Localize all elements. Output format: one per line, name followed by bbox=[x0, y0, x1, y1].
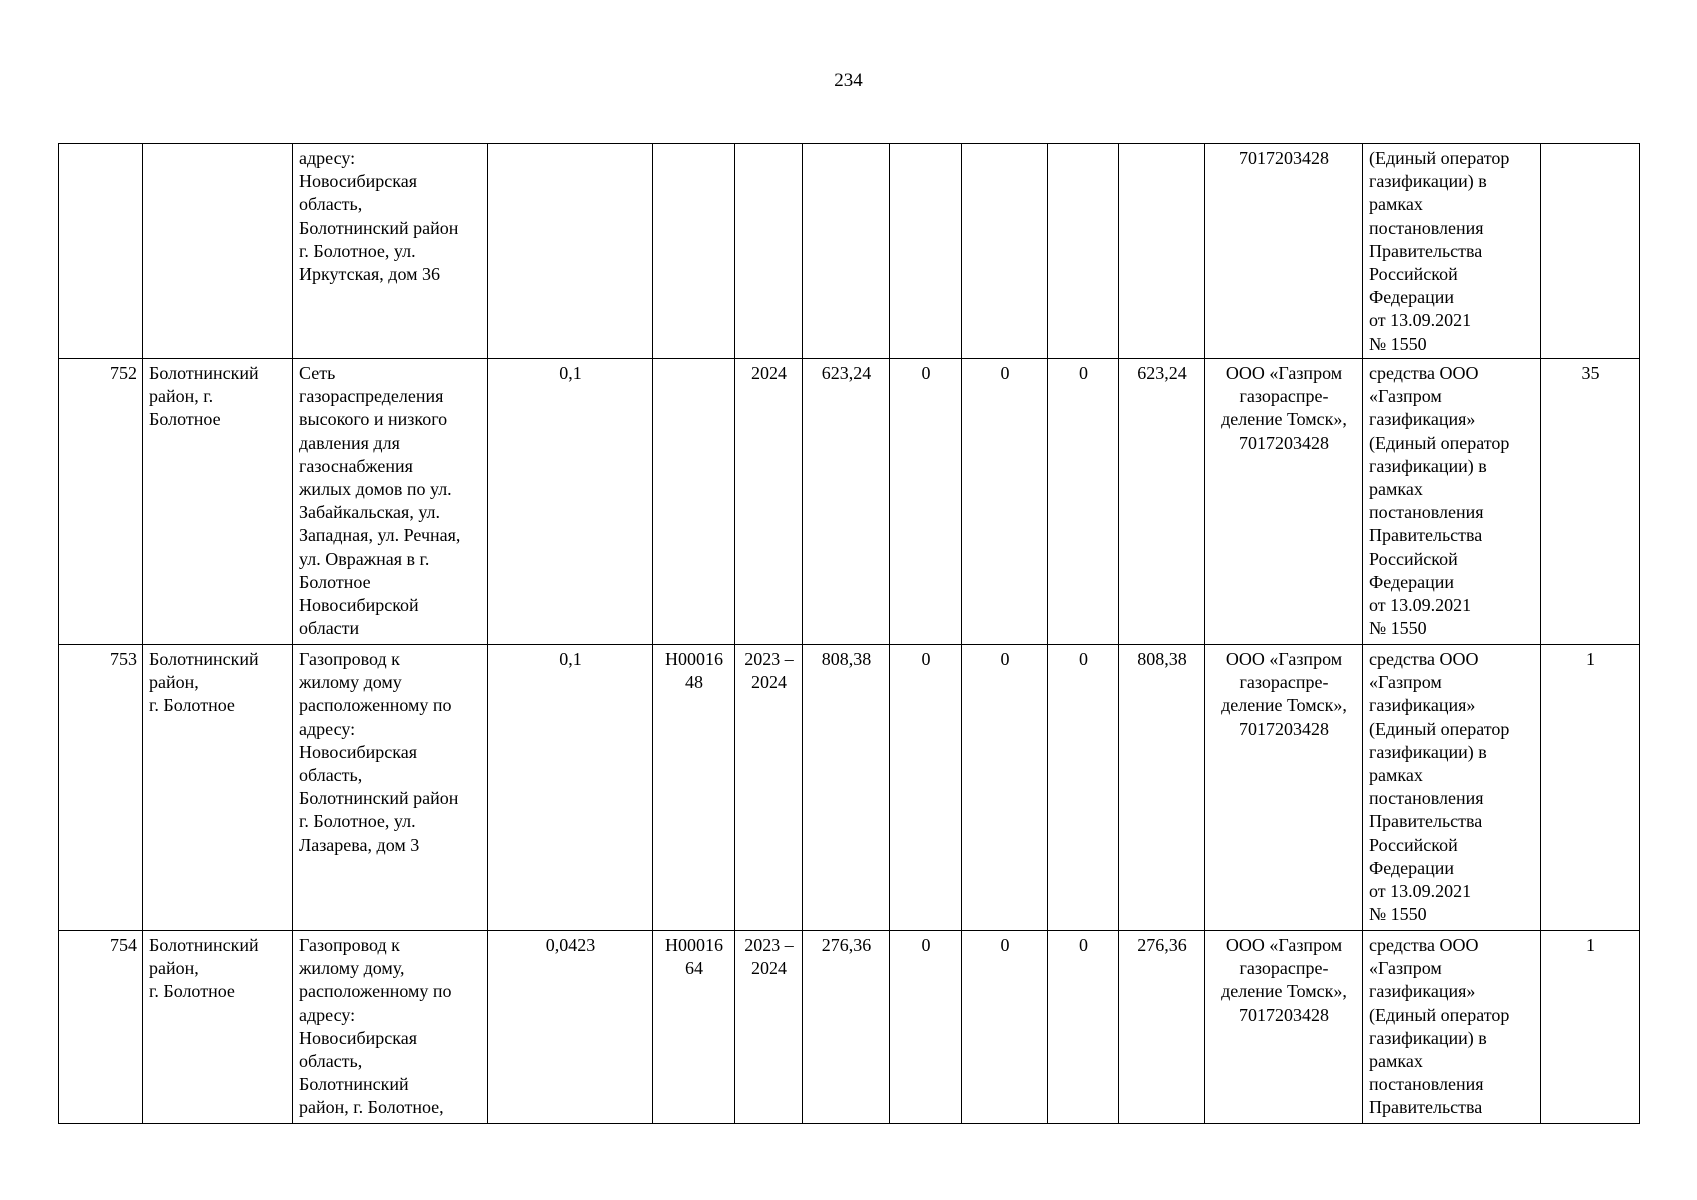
count-cell: 35 bbox=[1541, 359, 1640, 645]
object-name-cell: Газопровод к жилому дому расположенному по адресу: Новосибирская область, Болотнинский район г. Болотное, ул. Лазарева, дом 3 bbox=[293, 645, 488, 931]
page-number: 234 bbox=[834, 70, 863, 91]
years-cell bbox=[735, 144, 803, 359]
funding-source-cell: средства ООО «Газпром газификация» (Единый оператор газификации) в рамках постановления Правительства Российской Федерации от 13.09.2021 № 1550 bbox=[1363, 359, 1541, 645]
investment-program-table bbox=[58, 143, 1640, 1124]
district-cell: Болотнинский район, г. Болотное bbox=[143, 931, 293, 1124]
row-number-cell: 753 bbox=[59, 645, 143, 931]
value-cell-1: 0 bbox=[890, 359, 962, 645]
value-cell-2: 0 bbox=[962, 931, 1048, 1124]
table-row bbox=[59, 144, 1640, 359]
code-cell: Н00016 48 bbox=[653, 645, 735, 931]
value-cell-1: 0 bbox=[890, 645, 962, 931]
years-cell: 2024 bbox=[735, 359, 803, 645]
row-number-cell bbox=[59, 144, 143, 359]
funding-source-cell: средства ООО «Газпром газификация» (Единый оператор газификации) в рамках постановления Правительства Российской Федерации от 13.09.2021 № 1550 bbox=[1363, 645, 1541, 931]
value-cell-3: 0 bbox=[1048, 645, 1119, 931]
total-cost-cell: 623,24 bbox=[803, 359, 890, 645]
district-cell: Болотнинский район, г. Болотное bbox=[143, 645, 293, 931]
count-cell bbox=[1541, 144, 1640, 359]
object-name-cell: Сеть газораспределения высокого и низкого давления для газоснабжения жилых домов по ул. Забайкальская, ул. Западная, ул. Речная, ул. Овражная в г. Болотное Новосибирской области bbox=[293, 359, 488, 645]
length-cell bbox=[488, 144, 653, 359]
value-cell-3: 0 bbox=[1048, 359, 1119, 645]
executor-cell: ООО «Газпром газораспре- деление Томск», 7017203428 bbox=[1205, 359, 1363, 645]
row-number-cell: 754 bbox=[59, 931, 143, 1124]
district-cell bbox=[143, 144, 293, 359]
value-cell-1: 0 bbox=[890, 931, 962, 1124]
table-row bbox=[59, 645, 1640, 931]
executor-cell: ООО «Газпром газораспре- деление Томск», 7017203428 bbox=[1205, 931, 1363, 1124]
value-cell-3: 0 bbox=[1048, 931, 1119, 1124]
object-name-cell: Газопровод к жилому дому, расположенному по адресу: Новосибирская область, Болотнинский район, г. Болотное, bbox=[293, 931, 488, 1124]
total-cost-cell bbox=[803, 144, 890, 359]
code-cell bbox=[653, 359, 735, 645]
table-row bbox=[59, 359, 1640, 645]
years-cell: 2023 – 2024 bbox=[735, 645, 803, 931]
value-cell-4: 276,36 bbox=[1119, 931, 1205, 1124]
total-cost-cell: 276,36 bbox=[803, 931, 890, 1124]
funding-source-cell: средства ООО «Газпром газификация» (Единый оператор газификации) в рамках постановления Правительства bbox=[1363, 931, 1541, 1124]
funding-source-cell: (Единый оператор газификации) в рамках постановления Правительства Российской Федерации от 13.09.2021 № 1550 bbox=[1363, 144, 1541, 359]
total-cost-cell: 808,38 bbox=[803, 645, 890, 931]
code-cell: Н00016 64 bbox=[653, 931, 735, 1124]
code-cell bbox=[653, 144, 735, 359]
executor-cell: 7017203428 bbox=[1205, 144, 1363, 359]
district-cell: Болотнинский район, г. Болотное bbox=[143, 359, 293, 645]
years-cell: 2023 – 2024 bbox=[735, 931, 803, 1124]
value-cell-2 bbox=[962, 144, 1048, 359]
executor-cell: ООО «Газпром газораспре- деление Томск», 7017203428 bbox=[1205, 645, 1363, 931]
value-cell-2: 0 bbox=[962, 645, 1048, 931]
row-number-cell: 752 bbox=[59, 359, 143, 645]
length-cell: 0,1 bbox=[488, 645, 653, 931]
count-cell: 1 bbox=[1541, 931, 1640, 1124]
value-cell-4: 808,38 bbox=[1119, 645, 1205, 931]
count-cell: 1 bbox=[1541, 645, 1640, 931]
value-cell-4 bbox=[1119, 144, 1205, 359]
table-row bbox=[59, 931, 1640, 1124]
value-cell-2: 0 bbox=[962, 359, 1048, 645]
value-cell-4: 623,24 bbox=[1119, 359, 1205, 645]
length-cell: 0,1 bbox=[488, 359, 653, 645]
object-name-cell: адресу: Новосибирская область, Болотнинский район г. Болотное, ул. Иркутская, дом 36 bbox=[293, 144, 488, 359]
length-cell: 0,0423 bbox=[488, 931, 653, 1124]
value-cell-1 bbox=[890, 144, 962, 359]
value-cell-3 bbox=[1048, 144, 1119, 359]
